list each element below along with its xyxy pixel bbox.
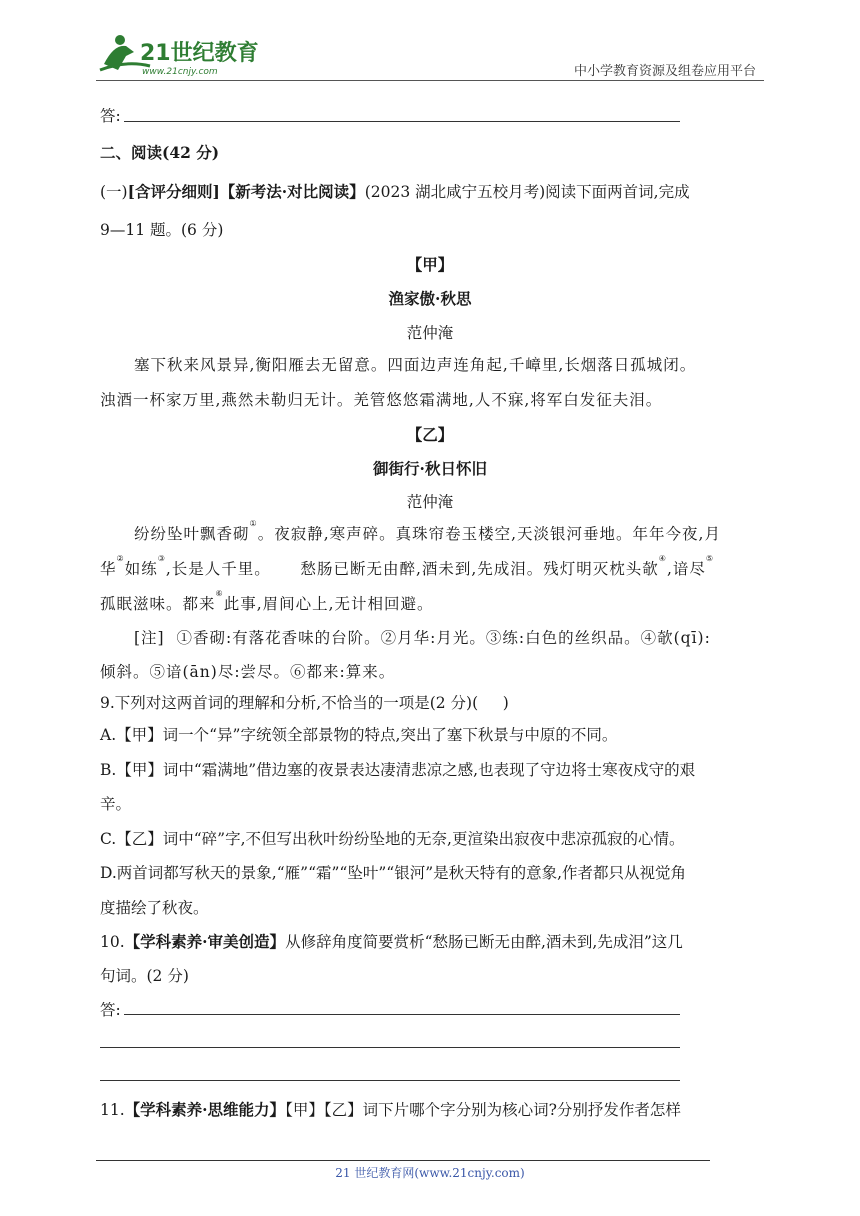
- footnote-marker: ⑥: [215, 589, 224, 598]
- note-line-2: 倾斜。⑤谙(ān)尽:尝尽。⑥都来:算来。: [100, 663, 396, 681]
- q10-number: 10.: [100, 933, 125, 951]
- poem2-line-3: [100, 589, 434, 614]
- q10-answer-line-3: [100, 1080, 680, 1081]
- q10-text-2: 句词。(2 分): [100, 967, 189, 985]
- poem2-text: 孤眠滋味。都来: [100, 595, 216, 613]
- footnote-marker: ②: [116, 554, 125, 563]
- q9-option-a: A.【甲】词一个“异”字统领全部景物的特点,突出了塞下秋景与中原的不同。: [100, 726, 618, 744]
- footnote-marker: ⑤: [705, 554, 715, 563]
- poem2-line-2: [100, 554, 715, 579]
- page-header: [0, 0, 860, 84]
- poem2-text: 。夜寂静,寒声碎。真珠帘卷玉楼空,天淡银河垂地。年年今夜,月: [257, 525, 721, 543]
- poem1-line-1: 塞下秋来风景异,衡阳雁去无留意。四面边声连角起,千嶂里,长烟落日孤城闭。: [134, 356, 697, 374]
- q9-option-b: B.【甲】词中“霜满地”借边塞的夜景表达凄清悲凉之感,也表现了守边将士寒夜戍守的艰: [100, 761, 696, 779]
- poem1-title: 渔家傲·秋思: [388, 289, 472, 308]
- logo-text: 21世纪教育: [140, 41, 259, 66]
- q10-tag: 【学科素养·审美创造】: [124, 932, 286, 951]
- note-line-1: [注] ①香砌:有落花香味的台阶。②月华:月光。③练:白色的丝织品。④欹(qī):: [134, 629, 711, 647]
- poem1-line-2: 浊酒一杯家万里,燕然未勒归无计。羌管悠悠霜满地,人不寐,将军白发征夫泪。: [100, 391, 663, 409]
- poem2-line-1: [134, 519, 721, 544]
- logo-url: www.21cnjy.com: [142, 67, 218, 77]
- q11-stem: [100, 1098, 681, 1120]
- q9-stem: 9.下列对这两首词的理解和分析,不恰当的一项是(2 分)( ): [100, 694, 509, 712]
- q11-tag: 【学科素养·思维能力】: [124, 1100, 286, 1119]
- poem1-marker: 【甲】: [406, 255, 454, 274]
- poem2-text: ,长是人千里。 愁肠已断无由醉,酒未到,先成泪。残灯明灭枕头欹: [165, 560, 659, 578]
- q11-number: 11.: [100, 1101, 125, 1119]
- footnote-marker: ①: [249, 519, 258, 528]
- intro-tag-method: 【新考法·对比阅读】: [219, 182, 365, 201]
- q9-option-d: D.两首词都写秋天的景象,“雁”“霜”“坠叶”“银河”是秋天特有的意象,作者都只从视觉角: [100, 864, 687, 882]
- q11-text: 【甲】【乙】词下片哪个字分别为核心词?分别抒发作者怎样: [285, 1101, 681, 1119]
- q10-answer-line-1: [124, 1014, 680, 1015]
- poem2-text: 此事,眉间心上,无计相回避。: [223, 595, 434, 613]
- poem2-marker: 【乙】: [406, 425, 454, 444]
- intro-text: (2023 湖北咸宁五校月考)阅读下面两首词,完成: [364, 183, 690, 201]
- intro-prefix: (一): [100, 183, 128, 201]
- footer-divider: [96, 1160, 710, 1161]
- intro-tag-scoring: [含评分细则]: [127, 182, 220, 201]
- header-divider: [96, 80, 764, 81]
- poem2-text: 如练: [124, 560, 158, 578]
- poem2-text: ,谙尽: [666, 560, 706, 578]
- top-answer-line: [124, 121, 680, 122]
- footer-text: 21 世纪教育网(www.21cnjy.com): [335, 1166, 525, 1180]
- q9-option-d-cont: 度描绘了秋夜。: [100, 899, 209, 917]
- q10-stem: [100, 930, 683, 952]
- q10-answer-line-2: [100, 1047, 680, 1048]
- section-title: 二、阅读(42 分): [100, 143, 220, 162]
- q9-option-c: C.【乙】词中“碎”字,不但写出秋叶纷纷坠地的无奈,更渲染出寂夜中悲凉孤寂的心情。: [100, 830, 685, 848]
- q10-answer-label: 答:: [100, 1001, 121, 1019]
- platform-name: 中小学教育资源及组卷应用平台: [573, 64, 756, 79]
- footnote-marker: ④: [658, 554, 667, 563]
- top-answer-label: 答:: [100, 107, 121, 125]
- section-intro: [100, 180, 690, 202]
- poem1-author: 范仲淹: [406, 324, 454, 342]
- poem2-text: 纷纷坠叶飘香砌: [134, 525, 250, 543]
- intro-text-2: 9—11 题。(6 分): [100, 221, 224, 239]
- poem2-author: 范仲淹: [406, 493, 454, 511]
- poem2-text: 华: [100, 560, 117, 578]
- logo-21cnjy: [96, 30, 266, 80]
- poem2-title: 御街行·秋日怀旧: [373, 459, 487, 478]
- q9-option-b-cont: 辛。: [100, 795, 132, 813]
- footnote-marker: ③: [157, 554, 166, 563]
- q10-text: 从修辞角度简要赏析“愁肠已断无由醉,酒未到,先成泪”这几: [285, 933, 683, 951]
